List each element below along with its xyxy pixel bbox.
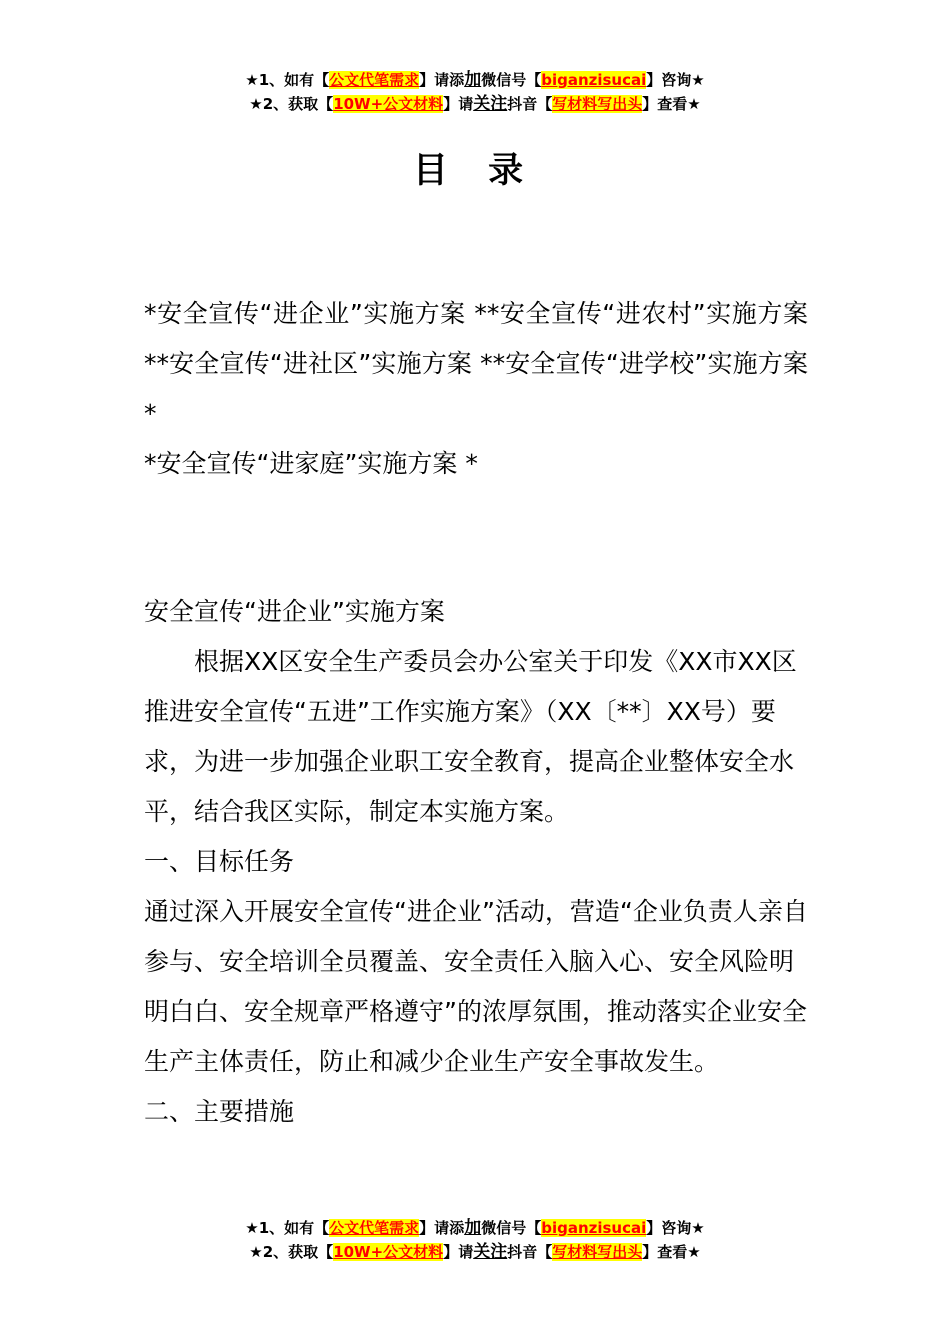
toc-paragraph-1: *安全宣传“进企业”实施方案 **安全宣传“进农村”实施方案 **安全宣传“进社区”实施方案 **安全宣传“进学校”实施方案 * <box>144 299 808 428</box>
banner-line-2: ★2、获取【10W+公文材料】请关注抖音【写材料写出头】查看★ <box>249 94 701 114</box>
highlight-wechat-id: biganzisucai <box>541 1219 647 1237</box>
header-banner <box>0 68 950 116</box>
banner-line-1: ★1、如有【公文代笔需求】请添加微信号【biganzisucai】咨询★ <box>245 1218 705 1238</box>
highlight-service: 公文代笔需求 <box>329 1219 420 1237</box>
section-1-title: 一、目标任务 <box>144 847 295 876</box>
table-of-contents <box>144 289 808 489</box>
highlight-materials: 10W+公文材料 <box>333 1243 444 1261</box>
section-2-title: 二、主要措施 <box>144 1097 295 1126</box>
section-1-body: 通过深入开展安全宣传“进企业”活动，营造“企业负责人亲自参与、安全培训全员覆盖、安全责任入脑入心、安全风险明明白白、安全规章严格遵守”的浓厚氛围，推动落实企业安全生产主体责任，防止和减少企业生产安全事故发生。 <box>144 897 808 1076</box>
banner-line-1: ★1、如有【公文代笔需求】请添加微信号【biganzisucai】咨询★ <box>245 70 705 90</box>
highlight-douyin: 写材料写出头 <box>552 1243 643 1261</box>
banner-line-2: ★2、获取【10W+公文材料】请关注抖音【写材料写出头】查看★ <box>249 1242 701 1262</box>
document-body <box>144 587 808 1137</box>
highlight-wechat-id: biganzisucai <box>541 71 647 89</box>
page-title: 目 录 <box>412 151 538 191</box>
footer-banner <box>0 1216 950 1264</box>
intro-paragraph: 根据XX区安全生产委员会办公室关于印发《XX市XX区推进安全宣传“五进”工作实施方案》（XX〔**〕XX号）要求，为进一步加强企业职工安全教育，提高企业整体安全水平，结合我区实际，制定本实施方案。 <box>144 647 797 826</box>
highlight-service: 公文代笔需求 <box>329 71 420 89</box>
section-heading: 安全宣传“进企业”实施方案 <box>144 597 445 626</box>
highlight-douyin: 写材料写出头 <box>552 95 643 113</box>
highlight-materials: 10W+公文材料 <box>333 95 444 113</box>
toc-paragraph-2: *安全宣传“进家庭”实施方案 * <box>144 449 478 478</box>
